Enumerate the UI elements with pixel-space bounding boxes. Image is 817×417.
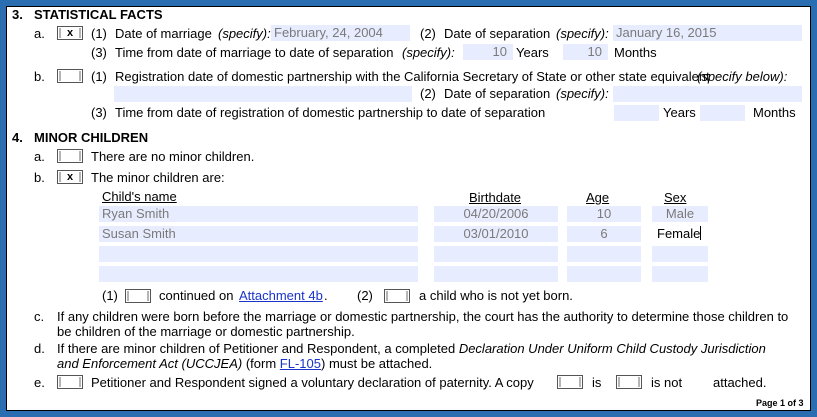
specify-label: (specify): — [556, 86, 609, 101]
section-4-number: 4. — [12, 130, 23, 145]
years-label: Years — [516, 45, 549, 60]
item-4a-letter: a. — [34, 149, 45, 164]
partnership-years-field[interactable] — [614, 105, 659, 121]
marriage-months-field[interactable]: 10 — [563, 44, 608, 60]
child-1-name-field[interactable]: Ryan Smith — [99, 206, 418, 222]
item-4d-text-line2 — [57, 356, 432, 372]
item-3b2-number: (2) — [420, 86, 436, 101]
months-label: Months — [753, 105, 796, 120]
item-4c-text-line1: If any children were born before the marriage or domestic partnership, the court has the authority to determine those children to — [57, 309, 789, 324]
item-4d-letter: d. — [34, 341, 45, 356]
years-label: Years — [663, 105, 696, 120]
registration-date-field[interactable] — [114, 86, 412, 102]
age-header: Age — [586, 190, 610, 205]
specify-label: (specify): — [402, 45, 455, 60]
item-3b-letter: b. — [34, 69, 45, 84]
child-1-age-field[interactable]: 10 — [567, 206, 641, 222]
child-1-sex-field[interactable]: Male — [652, 206, 708, 222]
text-cursor — [700, 226, 701, 240]
birthdate-header: Birthdate — [469, 190, 522, 205]
fl-105-link[interactable]: FL-105 — [279, 356, 321, 371]
partnership-separation-field[interactable] — [613, 86, 802, 102]
copy-is-checkbox[interactable] — [557, 375, 583, 389]
check-mark: x — [66, 171, 74, 183]
minor-children-checkbox[interactable] — [57, 170, 83, 184]
marriage-date-label: Date of marriage — [115, 26, 212, 41]
partnership-separation-label: Date of separation — [444, 86, 551, 101]
item-4b2-number: (2) — [357, 288, 373, 303]
item-4c-letter: c. — [34, 309, 45, 324]
attachment-4b-link[interactable]: Attachment 4b — [239, 288, 323, 303]
continued-on-label: continued on — [159, 288, 234, 303]
item-3b3-number: (3) — [91, 105, 107, 120]
item-3a2-number: (2) — [420, 26, 436, 41]
child-3-name-field[interactable] — [99, 246, 418, 262]
child-4-age-field[interactable] — [567, 266, 641, 282]
child-2-sex-field[interactable] — [652, 226, 708, 242]
registration-date-label: Registration date of domestic partnership with the California Secretary of State or other state equivalent — [115, 69, 710, 84]
child-4-birthdate-field[interactable] — [434, 266, 558, 282]
child-2-name-field[interactable]: Susan Smith — [99, 226, 418, 242]
item-3a-letter: a. — [34, 26, 45, 41]
item-4d-text-a: If there are minor children of Petitioner and Respondent, a completed — [57, 341, 456, 356]
uccjea-act-title: and Enforcement Act (UCCJEA) — [57, 356, 243, 371]
no-children-checkbox[interactable] — [57, 149, 83, 163]
child-4-sex-field[interactable] — [652, 266, 708, 282]
item-4b-letter: b. — [34, 170, 45, 185]
child-name-header: Child's name — [102, 189, 177, 204]
section-3-number: 3. — [12, 7, 23, 22]
separation-date-field[interactable]: January 16, 2015 — [613, 25, 802, 41]
marriage-date-field[interactable]: February, 24, 2004 — [271, 25, 410, 41]
child-4-name-field[interactable] — [99, 266, 418, 282]
child-3-birthdate-field[interactable] — [434, 246, 558, 262]
paternity-checkbox[interactable] — [57, 375, 83, 389]
partnership-checkbox[interactable] — [57, 69, 83, 83]
child-3-age-field[interactable] — [567, 246, 641, 262]
section-3-title: STATISTICAL FACTS — [34, 7, 163, 22]
section-4-title: MINOR CHILDREN — [34, 130, 149, 145]
item-4c-text-line2: be children of the marriage or domestic partnership. — [57, 324, 355, 339]
partnership-duration-label: Time from date of registration of domestic partnership to date of separation — [115, 105, 546, 120]
child-3-sex-field[interactable] — [652, 246, 708, 262]
marriage-years-field[interactable]: 10 — [463, 44, 513, 60]
marriage-duration-label: Time from date of marriage to date of separation — [115, 45, 394, 60]
page-number: Page 1 of 3 — [756, 398, 804, 408]
continued-checkbox[interactable] — [125, 289, 151, 303]
copy-is-not-checkbox[interactable] — [616, 375, 642, 389]
paternity-text: Petitioner and Respondent signed a voluntary declaration of paternity. A copy — [91, 375, 534, 390]
no-children-label: There are no minor children. — [91, 149, 255, 164]
child-2-birthdate-field[interactable]: 03/01/2010 — [434, 226, 558, 242]
item-3a1-number: (1) — [91, 26, 107, 41]
specify-label: (specify): — [556, 26, 609, 41]
unborn-child-checkbox[interactable] — [384, 289, 410, 303]
sex-header: Sex — [664, 190, 687, 205]
uccjea-declaration-title: Declaration Under Uniform Child Custody Jurisdiction — [458, 341, 766, 356]
item-4d-text-line1 — [57, 341, 766, 357]
period: . — [324, 288, 328, 303]
partnership-months-field[interactable] — [700, 105, 745, 121]
attached-label: attached. — [713, 375, 767, 390]
item-3a3-number: (3) — [91, 45, 107, 60]
must-be-attached-text: ) must be attached. — [321, 356, 433, 371]
is-label: is — [592, 375, 602, 390]
child-2-sex-value: Female — [657, 226, 701, 241]
child-1-birthdate-field[interactable]: 04/20/2006 — [434, 206, 558, 222]
separation-date-label: Date of separation — [444, 26, 551, 41]
months-label: Months — [614, 45, 657, 60]
form-label: (form — [245, 356, 277, 371]
item-3b1-number: (1) — [91, 69, 107, 84]
marriage-checkbox[interactable] — [57, 26, 83, 40]
child-2-age-field[interactable]: 6 — [567, 226, 641, 242]
specify-label: (specify): — [218, 26, 271, 41]
specify-below-label: (specify below): — [697, 69, 788, 84]
unborn-child-label: a child who is not yet born. — [419, 288, 573, 303]
minor-children-label: The minor children are: — [91, 170, 225, 185]
check-mark: x — [66, 27, 74, 39]
item-4b1-number: (1) — [102, 288, 118, 303]
is-not-label: is not — [651, 375, 683, 390]
item-4e-letter: e. — [34, 375, 45, 390]
